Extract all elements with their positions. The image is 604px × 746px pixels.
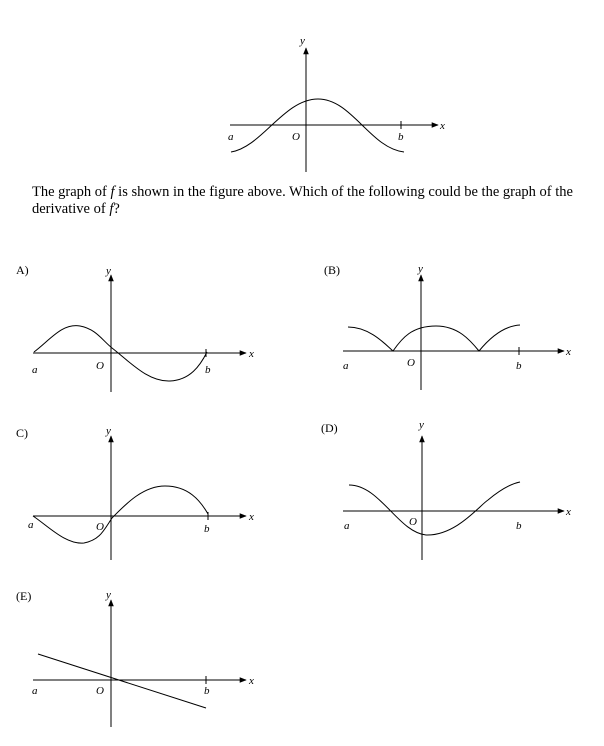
choice-d-graph	[321, 419, 571, 560]
choice-d-o-label: O	[409, 516, 417, 528]
choice-c-b-label: b	[204, 523, 210, 535]
choice-b-graph	[324, 263, 571, 390]
choice-d-y-label: y	[419, 419, 424, 431]
choice-b-o-label: O	[407, 357, 415, 369]
choice-d-a-label: a	[344, 520, 350, 532]
choice-e-line	[38, 654, 206, 708]
choice-a-label: A)	[16, 263, 29, 277]
choice-b-a-label: a	[343, 360, 349, 372]
choice-e-b-label: b	[204, 685, 210, 697]
main-b-label: b	[398, 131, 404, 143]
main-o-label: O	[292, 131, 300, 143]
choice-a-y-label: y	[106, 265, 111, 277]
choice-c-label: C)	[16, 426, 28, 440]
choice-c-y-label: y	[106, 425, 111, 437]
choice-b-x-label: x	[566, 346, 571, 358]
choice-b-b-label: b	[516, 360, 522, 372]
choice-c-a-label: a	[28, 519, 34, 531]
choice-b-y-label: y	[418, 263, 423, 275]
choice-a-o-label: O	[96, 360, 104, 372]
choice-b-curve	[348, 325, 520, 351]
choice-c-graph	[16, 425, 254, 560]
choice-e-x-label: x	[249, 675, 254, 687]
question-part-3: ?	[113, 201, 120, 217]
function-f-1: f	[110, 184, 115, 200]
choice-c-o-label: O	[96, 521, 104, 533]
choice-e-label: (E)	[16, 589, 32, 603]
choice-c-x-label: x	[249, 511, 254, 523]
choice-a-a-label: a	[32, 364, 38, 376]
question-part-2: is shown in the figure above. Which of the following could be the graph of the derivative of	[32, 184, 573, 217]
choice-d-label: (D)	[321, 421, 338, 435]
choice-b-label: (B)	[324, 263, 340, 277]
question-part-1: The graph of	[32, 184, 111, 200]
function-f-2: f	[109, 201, 114, 217]
choice-a-x-label: x	[249, 348, 254, 360]
main-x-label: x	[440, 120, 445, 132]
choice-e-o-label: O	[96, 685, 104, 697]
main-a-label: a	[228, 131, 234, 143]
choice-a-b-label: b	[205, 364, 211, 376]
choice-d-b-label: b	[516, 520, 522, 532]
choice-d-curve	[349, 482, 520, 535]
choice-e-y-label: y	[106, 589, 111, 601]
choice-e-graph	[16, 589, 254, 727]
choice-a-graph	[16, 263, 254, 392]
choice-e-a-label: a	[32, 685, 38, 697]
choice-d-x-label: x	[566, 506, 571, 518]
main-graph	[228, 35, 445, 172]
choice-c-curve	[33, 486, 208, 543]
main-y-label: y	[300, 35, 305, 47]
question-text	[32, 184, 598, 218]
